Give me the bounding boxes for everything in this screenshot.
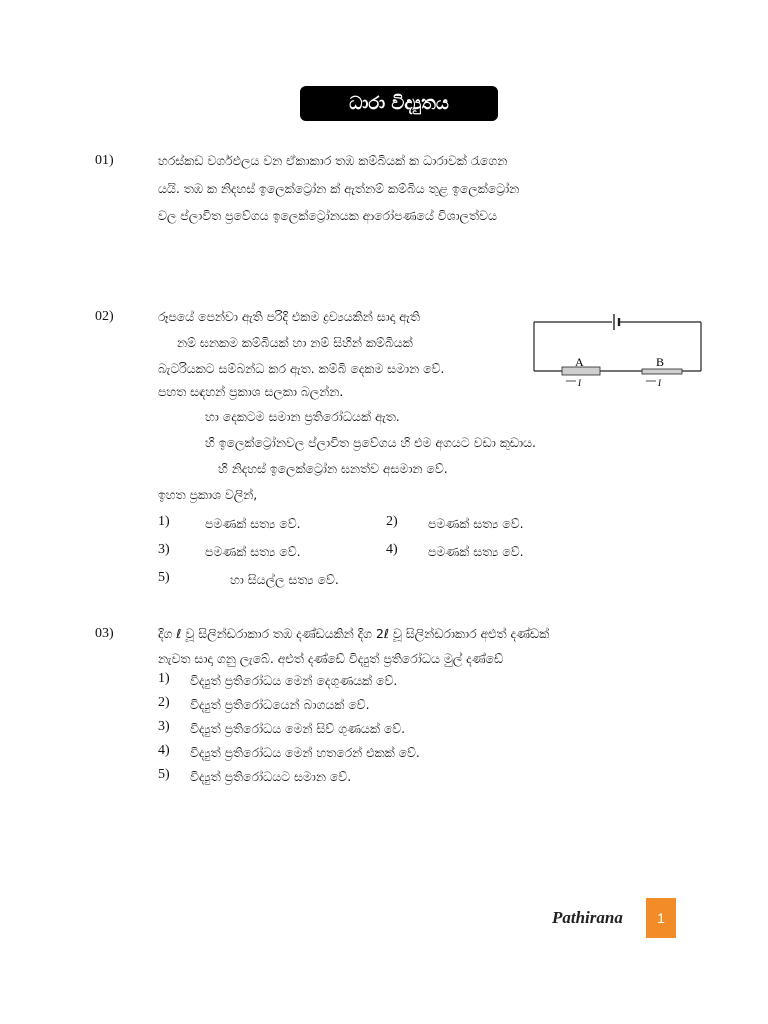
question-3-number: 03)	[95, 626, 114, 641]
page-number-badge: 1	[646, 898, 676, 938]
q3-option-4-text: විද්‍යුත් ප්‍රතිරෝධය මෙන් හතරෙන් එකක් වේ.	[190, 745, 420, 760]
footer-author: Pathirana	[552, 908, 623, 927]
q3-option-2-text: විද්‍යුත් ප්‍රතිරෝධයෙන් බාගයක් වේ.	[190, 697, 370, 712]
current-b-label: I	[658, 378, 661, 388]
question-3-line-2: නැවත සාදා ගනු ලැබේ. අළුත් දණ්ඩේ විද්‍යුත් ප්‍රතිරෝධය මුල් දණ්ඩේ	[158, 651, 504, 666]
question-3-line-1: දිග ℓ වූ සිලින්ඩරාකාර තඹ දණ්ඩයකින් දිග 2ℓ වූ සිලින්ඩරාකාර අළුත් දණ්ඩක්	[158, 626, 550, 641]
question-1-line-1: හරස්කඩ වර්ගඵලය වන ඒකාකාර තඹ කම්බියක් ක ධාරාවක් රැගෙන	[158, 153, 508, 168]
question-2-line-1: රූපයේ පෙන්වා ඇති පරිදි එකම ද්‍රව්‍යයකින් සාදා ඇති	[158, 309, 420, 324]
battery-icon	[614, 314, 619, 330]
statement-3: හි නිදහස් ඉලෙක්ට්‍රෝන ඝනත්ව අසමාන වේ.	[218, 461, 448, 476]
q2-option-1-num: 1)	[158, 514, 170, 529]
q2-option-3-num: 3)	[158, 542, 170, 557]
statement-1: හා දෙකටම සමාන ප්‍රතිරෝධයක් ඇත.	[205, 409, 400, 424]
q3-option-2-num: 2)	[158, 695, 170, 710]
q2-option-4-num: 4)	[386, 542, 398, 557]
question-2-line-4: පහත සඳහන් ප්‍රකාශ සලකා බලන්න.	[158, 384, 344, 399]
q3-option-1-text: විද්‍යුත් ප්‍රතිරෝධය මෙන් දෙගුණයක් වේ.	[190, 673, 398, 688]
q3-option-4-num: 4)	[158, 743, 170, 758]
page-title: ධාරා විද්‍යුතය	[300, 86, 498, 121]
q2-option-2-text: පමණක් සත්‍ය වේ.	[428, 516, 524, 531]
circuit-diagram	[530, 310, 705, 390]
q3-option-5-num: 5)	[158, 767, 170, 782]
question-1-line-2: යයි. තඹ ක නිදහස් ඉලෙක්ට්‍රෝන ක් ඇත්නම් කම්බිය තුළ ඉලෙක්ට්‍රෝන	[158, 181, 520, 196]
wire-a-label: A	[575, 355, 584, 369]
q2-option-1-text: පමණක් සත්‍ය වේ.	[205, 516, 301, 531]
statement-2: හි ඉලෙක්ට්‍රෝනවල ප්ලාවිත ප්‍රවේගය හි එම අගයට වඩා කුඩාය.	[205, 435, 536, 450]
q3-option-1-num: 1)	[158, 671, 170, 686]
question-2-lead: ඉහත ප්‍රකාශ වලින්,	[158, 487, 258, 502]
question-2-line-2: නම් ඝනකම කම්බියක් හා නම් සිහින් කම්බියක්	[177, 335, 413, 350]
question-2-line-3: බැටරියකට සම්බන්ධ කර ඇත. කම්බි දෙකම සමාන වේ.	[158, 361, 445, 376]
question-2-number: 02)	[95, 309, 114, 324]
wire-b-label: B	[656, 355, 665, 369]
q2-option-2-num: 2)	[386, 514, 398, 529]
q2-option-4-text: පමණක් සත්‍ය වේ.	[428, 544, 524, 559]
q2-option-5-text: හා සියල්ල සත්‍ය වේ.	[230, 572, 339, 587]
q3-option-5-text: විද්‍යුත් ප්‍රතිරෝධයට සමාන වේ.	[190, 769, 352, 784]
q2-option-3-text: පමණක් සත්‍ය වේ.	[205, 544, 301, 559]
question-1-number: 01)	[95, 153, 114, 168]
q3-option-3-num: 3)	[158, 719, 170, 734]
wire-b	[642, 369, 682, 374]
q3-option-3-text: විද්‍යුත් ප්‍රතිරෝධය මෙන් සිව් ගුණයක් වේ.	[190, 721, 406, 736]
question-1-line-3: වල ප්ලාවිත ප්‍රවේගය ඉලෙක්ට්‍රෝනයක ආරෝපණයේ විශාලත්වය	[158, 208, 497, 223]
current-a-label: I	[578, 378, 581, 388]
q2-option-5-num: 5)	[158, 570, 170, 585]
